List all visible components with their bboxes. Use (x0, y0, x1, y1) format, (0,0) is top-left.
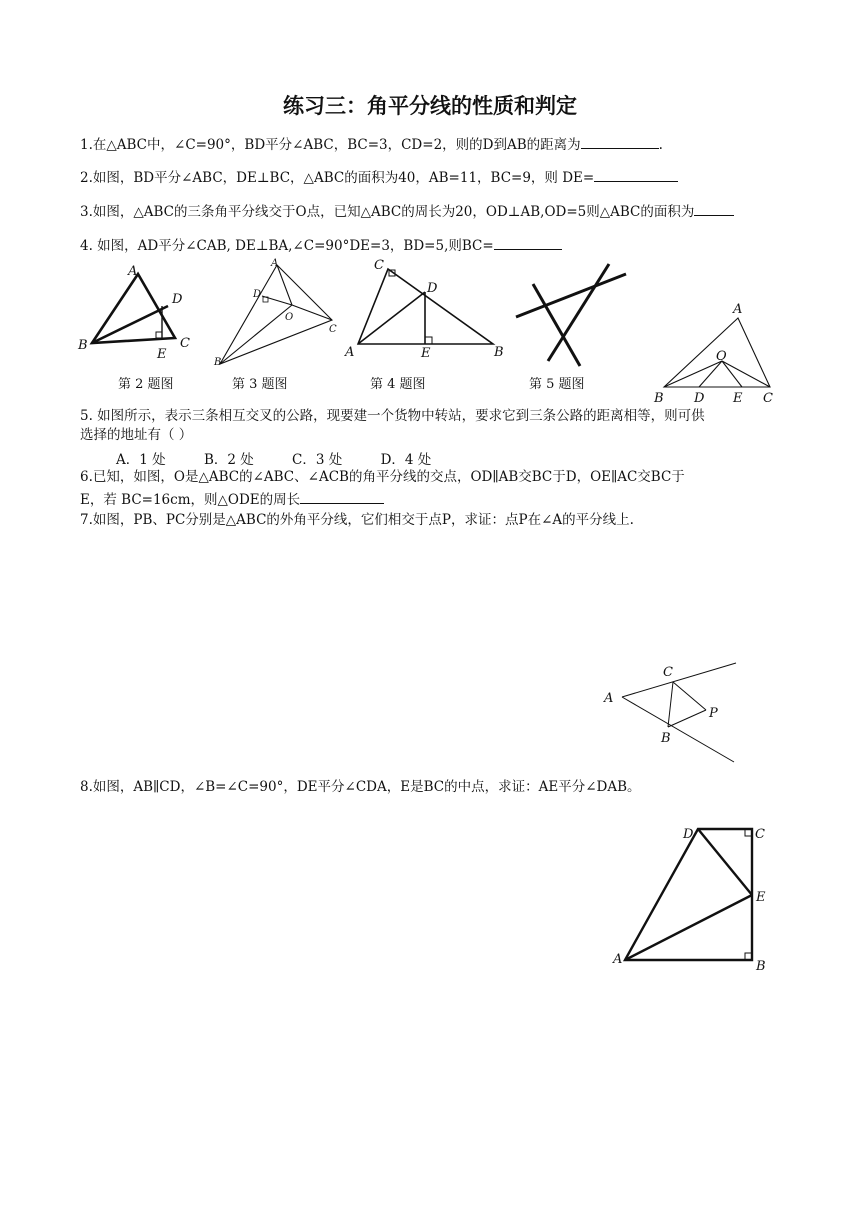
caption-fig-2: 第 2 题图 (118, 377, 174, 392)
fig7-label-c: C (663, 665, 673, 680)
page-title: 练习三：角平分线的性质和判定 (283, 94, 577, 118)
fig4-label-e: E (421, 346, 431, 361)
question-1-text: 1.在△ABC中，∠C=90°，BD平分∠ABC，BC=3，CD=2，则的D到AB的距离为 (80, 137, 581, 153)
question-1-end: . (658, 137, 663, 153)
fig4-label-a: A (345, 345, 355, 360)
caption-fig-5: 第 5 题图 (529, 377, 585, 392)
caption-fig-3: 第 3 题图 (232, 377, 288, 392)
figure-q8 (612, 827, 766, 974)
fig2-label-d: D (172, 292, 183, 307)
fig3-label-c: C (329, 324, 337, 335)
fig6-label-d: D (694, 391, 705, 406)
figure-q3 (213, 258, 337, 368)
answer-blank-6[interactable] (300, 489, 384, 504)
option-b[interactable]: B．2 处 (203, 452, 254, 468)
fig2-label-a: A (128, 264, 138, 279)
fig3-label-d: D (253, 289, 262, 300)
fig4-label-d: D (427, 281, 438, 296)
question-3-text: 3.如图，△ABC的三条角平分线交于O点，已知△ABC的周长为20，OD⊥AB,OD=5则△ABC的面积为 (80, 204, 695, 220)
fig8-label-c: C (755, 827, 765, 842)
fig2-label-e: E (157, 347, 167, 362)
option-c[interactable]: C．3 处 (292, 452, 343, 468)
question-5-line-2: 选择的地址有（ ） (80, 427, 193, 443)
question-8: 8.如图，AB∥CD，∠B=∠C=90°，DE平分∠CDA，E是BC的中点，求证：AE平分∠DAB。 (80, 779, 641, 795)
fig3-label-b: B (214, 357, 222, 368)
option-d[interactable]: D．4 处 (380, 452, 432, 468)
question-5-options (116, 448, 465, 468)
fig3-label-a: A (271, 258, 279, 269)
figure-q4 (344, 258, 504, 361)
fig2-label-c: C (180, 336, 190, 351)
fig6-label-a: A (733, 302, 743, 317)
fig8-label-d: D (683, 827, 694, 842)
caption-fig-4: 第 4 题图 (370, 377, 426, 392)
fig8-label-b: B (756, 959, 766, 974)
fig8-label-e: E (756, 890, 766, 905)
question-7: 7.如图，PB、PC分别是△ABC的外角平分线，它们相交于点P，求证：点P在∠A的平分线上. (80, 512, 634, 528)
fig2-label-b: B (78, 338, 88, 353)
fig7-label-a: A (604, 691, 614, 706)
figure-q7 (603, 663, 736, 762)
fig7-label-b: B (661, 731, 671, 746)
fig8-label-a: A (613, 952, 623, 967)
figure-q2 (77, 264, 190, 362)
question-6-text: E，若 BC=16cm，则△ODE的周长 (80, 492, 301, 508)
fig7-label-p: P (709, 706, 718, 721)
fig6-label-o: O (716, 349, 727, 364)
figure-q5 (516, 264, 626, 366)
fig4-label-b: B (494, 345, 504, 360)
fig3-label-o: O (285, 312, 294, 323)
fig6-label-e: E (733, 391, 743, 406)
question-2-text: 2.如图，BD平分∠ABC，DE⊥BC，△ABC的面积为40，AB=11，BC=9，则 DE= (80, 170, 595, 186)
question-5-line-1: 5. 如图所示，表示三条相互交叉的公路，现要建一个货物中转站，要求它到三条公路的距离相等，则可供 (80, 408, 705, 424)
question-6-line-2 (80, 489, 384, 511)
figure-q6 (653, 302, 773, 406)
question-6-line-1: 6.已知，如图，O是△ABC的∠ABC、∠ACB的角平分线的交点，OD∥AB交BC于D，OE∥AC交BC于 (80, 469, 685, 485)
fig4-label-c: C (374, 258, 384, 273)
fig6-label-c: C (763, 391, 773, 406)
question-4-text: 4. 如图，AD平分∠CAB, DE⊥BA,∠C=90°DE=3，BD=5,则BC= (80, 238, 494, 254)
option-a[interactable]: A．1 处 (116, 452, 166, 468)
fig6-label-b: B (654, 391, 664, 406)
